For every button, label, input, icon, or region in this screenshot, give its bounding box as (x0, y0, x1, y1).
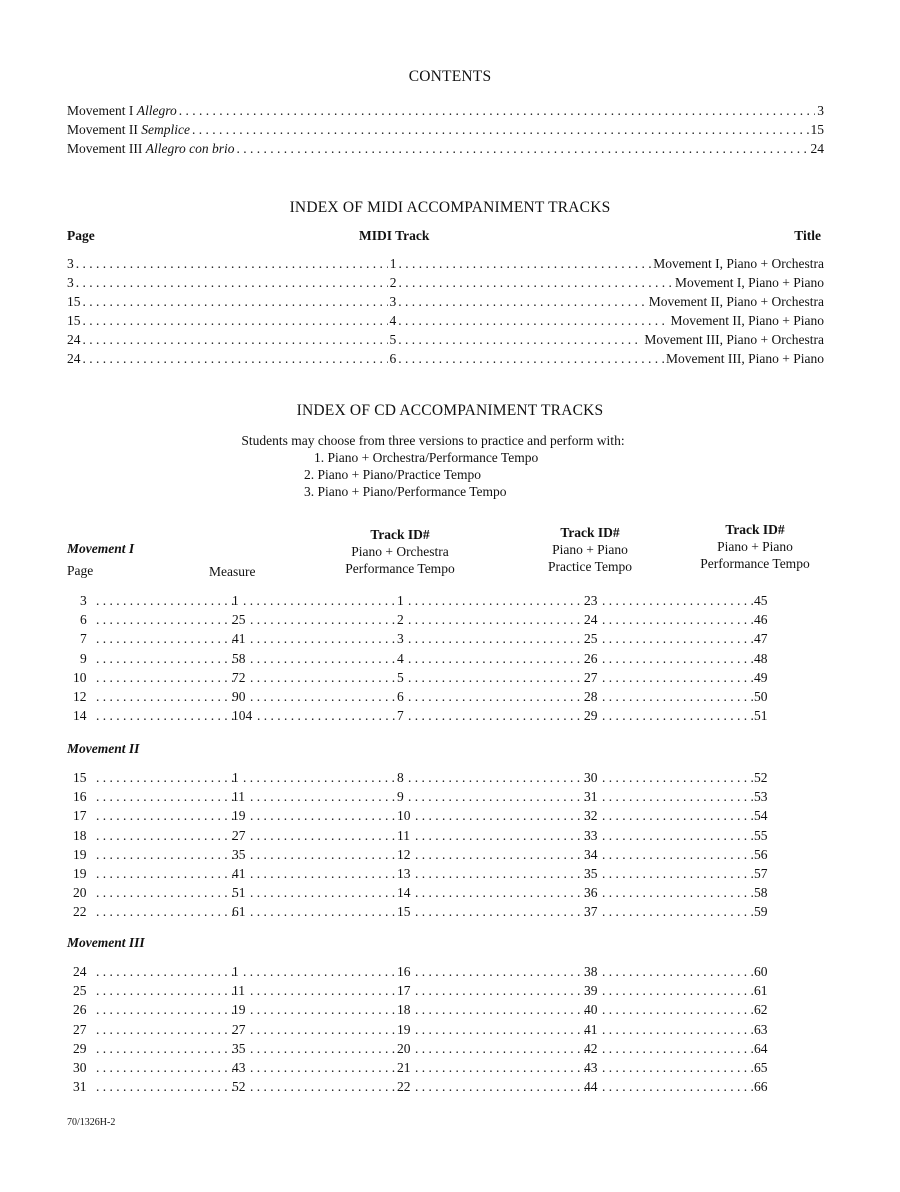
cd-row-measure: 1 (232, 770, 239, 785)
cd-row-track-piano-performance: 49 (754, 670, 768, 685)
midi-track-row (67, 331, 824, 349)
dot-leader (192, 121, 809, 139)
cd-row-track-piano-performance: 54 (754, 808, 768, 823)
cd-row-page: 3 (80, 593, 87, 608)
dot-leader (96, 864, 234, 883)
cd-row-track-piano-practice: 44 (584, 1079, 598, 1094)
dot-leader (257, 706, 399, 725)
contents-title: CONTENTS (408, 68, 492, 85)
cd-row-track-orchestra-performance: 15 (397, 904, 411, 919)
midi-row-track: 1 (389, 256, 397, 271)
cd-track-row (0, 883, 900, 902)
cd-header-line: Performance Tempo (345, 561, 455, 576)
cd-header-track-piano-performance (675, 521, 835, 572)
cd-row-track-piano-performance: 57 (754, 866, 768, 881)
cd-row-track-piano-performance: 63 (754, 1022, 768, 1037)
cd-row-measure: 1 (232, 964, 239, 979)
cd-row-track-piano-practice: 43 (584, 1060, 598, 1075)
dot-leader (250, 806, 399, 825)
dot-leader (250, 902, 399, 921)
dot-leader (415, 981, 586, 1000)
midi-track-row (67, 312, 824, 330)
cd-row-track-piano-practice: 27 (584, 670, 598, 685)
midi-row-page: 24 (67, 332, 81, 347)
dot-leader (602, 1077, 756, 1096)
cd-header-track-piano-practice (510, 524, 670, 575)
dot-leader (96, 706, 234, 725)
contents-entry (67, 121, 824, 139)
cd-header-line: Performance Tempo (700, 556, 810, 571)
cd-row-page: 27 (73, 1022, 87, 1037)
cd-row-page: 30 (73, 1060, 87, 1075)
cd-track-row (0, 768, 900, 787)
dot-leader (96, 1058, 234, 1077)
cd-row-track-orchestra-performance: 6 (397, 689, 404, 704)
dot-leader (415, 826, 586, 845)
cd-row-track-piano-performance: 66 (754, 1079, 768, 1094)
movement-heading: Movement II (67, 741, 140, 756)
cd-row-page: 18 (73, 828, 87, 843)
cd-row-page: 16 (73, 789, 87, 804)
cd-row-track-piano-practice: 32 (584, 808, 598, 823)
dot-leader (96, 787, 234, 806)
dot-leader (96, 668, 234, 687)
dot-leader (96, 845, 234, 864)
dot-leader (602, 687, 756, 706)
midi-header-title: Title (794, 228, 821, 243)
cd-row-measure: 51 (232, 885, 246, 900)
midi-row-title: Movement III, Piano + Piano (666, 351, 824, 366)
cd-row-page: 7 (80, 631, 87, 646)
cd-row-track-orchestra-performance: 12 (397, 847, 411, 862)
dot-leader (83, 312, 388, 330)
cd-row-page: 25 (73, 983, 87, 998)
midi-row-title: Movement I, Piano + Piano (675, 275, 824, 290)
midi-header-page: Page (67, 228, 95, 243)
dot-leader (398, 331, 642, 349)
cd-row-track-piano-practice: 30 (584, 770, 598, 785)
cd-header-line: Piano + Orchestra (351, 544, 449, 559)
cd-row-track-piano-practice: 36 (584, 885, 598, 900)
dot-leader (76, 255, 388, 273)
cd-row-track-piano-performance: 59 (754, 904, 768, 919)
cd-track-row (0, 687, 900, 706)
contents-entry-page: 24 (810, 141, 824, 156)
cd-row-track-piano-practice: 24 (584, 612, 598, 627)
contents-entry (67, 140, 824, 158)
cd-row-page: 19 (73, 847, 87, 862)
cd-row-measure: 11 (232, 789, 245, 804)
cd-row-measure: 27 (232, 828, 246, 843)
cd-track-row (0, 591, 900, 610)
midi-row-title: Movement III, Piano + Orchestra (644, 332, 824, 347)
dot-leader (415, 864, 586, 883)
cd-row-track-piano-practice: 23 (584, 593, 598, 608)
dot-leader (602, 1020, 756, 1039)
cd-row-track-piano-practice: 35 (584, 866, 598, 881)
cd-row-track-orchestra-performance: 21 (397, 1060, 411, 1075)
dot-leader (415, 902, 586, 921)
cd-row-track-orchestra-performance: 20 (397, 1041, 411, 1056)
dot-leader (602, 649, 756, 668)
midi-row-title: Movement II, Piano + Piano (670, 313, 824, 328)
cd-row-track-piano-performance: 55 (754, 828, 768, 843)
cd-header-track-orchestra-performance (320, 526, 480, 577)
cd-row-track-piano-practice: 38 (584, 964, 598, 979)
cd-row-measure: 25 (232, 612, 246, 627)
cd-row-measure: 35 (232, 847, 246, 862)
cd-track-row (0, 806, 900, 825)
cd-row-track-piano-practice: 42 (584, 1041, 598, 1056)
dot-leader (602, 806, 756, 825)
cd-index-title: INDEX OF CD ACCOMPANIMENT TRACKS (296, 402, 604, 419)
cd-row-track-orchestra-performance: 2 (397, 612, 404, 627)
contents-entry-page: 15 (810, 122, 824, 137)
dot-leader (250, 864, 399, 883)
cd-row-track-piano-performance: 58 (754, 885, 768, 900)
dot-leader (399, 274, 674, 292)
dot-leader (250, 610, 399, 629)
midi-row-track: 3 (389, 294, 397, 309)
cd-row-track-orchestra-performance: 17 (397, 983, 411, 998)
cd-row-track-piano-practice: 40 (584, 1002, 598, 1017)
cd-row-measure: 19 (232, 808, 246, 823)
cd-track-row (0, 845, 900, 864)
dot-leader (250, 787, 399, 806)
dot-leader (602, 706, 756, 725)
cd-header-measure: Measure (209, 564, 256, 579)
cd-row-track-orchestra-performance: 3 (397, 631, 404, 646)
cd-track-row (0, 610, 900, 629)
dot-leader (415, 806, 586, 825)
dot-leader (250, 687, 399, 706)
dot-leader (96, 902, 234, 921)
midi-row-title: Movement II, Piano + Orchestra (648, 294, 824, 309)
dot-leader (250, 883, 399, 902)
dot-leader (250, 1058, 399, 1077)
cd-row-track-piano-performance: 51 (754, 708, 768, 723)
midi-row-track: 5 (389, 332, 397, 347)
midi-row-track: 4 (389, 313, 397, 328)
dot-leader (602, 883, 756, 902)
cd-row-page: 17 (73, 808, 87, 823)
cd-row-page: 22 (73, 904, 87, 919)
dot-leader (250, 668, 399, 687)
cd-row-track-orchestra-performance: 8 (397, 770, 404, 785)
dot-leader (602, 610, 756, 629)
cd-row-page: 12 (73, 689, 87, 704)
cd-row-measure: 19 (232, 1002, 246, 1017)
midi-row-page: 15 (67, 313, 81, 328)
midi-index-title: INDEX OF MIDI ACCOMPANIMENT TRACKS (289, 199, 611, 216)
cd-row-measure: 41 (232, 631, 246, 646)
dot-leader (602, 1039, 756, 1058)
cd-row-measure: 43 (232, 1060, 246, 1075)
dot-leader (96, 649, 234, 668)
dot-leader (602, 591, 756, 610)
midi-track-row (67, 255, 824, 273)
contents-entry-tempo: Allegro con brio (145, 141, 235, 156)
cd-row-track-piano-performance: 61 (754, 983, 768, 998)
dot-leader (408, 668, 586, 687)
cd-row-measure: 27 (232, 1022, 246, 1037)
cd-row-track-piano-practice: 28 (584, 689, 598, 704)
dot-leader (96, 981, 234, 1000)
cd-row-page: 31 (73, 1079, 87, 1094)
contents-entry (67, 102, 824, 120)
midi-header-track: MIDI Track (359, 228, 430, 243)
cd-row-track-piano-practice: 34 (584, 847, 598, 862)
dot-leader (96, 591, 234, 610)
dot-leader (250, 1020, 399, 1039)
dot-leader (602, 768, 756, 787)
cd-row-track-orchestra-performance: 13 (397, 866, 411, 881)
dot-leader (602, 1058, 756, 1077)
dot-leader (250, 845, 399, 864)
midi-row-page: 3 (67, 256, 74, 271)
cd-row-measure: 58 (232, 651, 246, 666)
dot-leader (96, 806, 234, 825)
cd-row-track-orchestra-performance: 7 (397, 708, 404, 723)
cd-row-page: 14 (73, 708, 87, 723)
cd-row-track-piano-performance: 47 (754, 631, 768, 646)
cd-row-track-orchestra-performance: 22 (397, 1079, 411, 1094)
cd-row-page: 9 (80, 651, 87, 666)
dot-leader (398, 350, 664, 368)
cd-row-track-orchestra-performance: 1 (397, 593, 404, 608)
dot-leader (250, 826, 399, 845)
midi-row-track: 2 (389, 275, 397, 290)
dot-leader (96, 1039, 234, 1058)
contents-entry-label: Movement II (67, 122, 138, 137)
midi-row-page: 3 (67, 275, 74, 290)
dot-leader (408, 610, 586, 629)
cd-row-track-piano-practice: 41 (584, 1022, 598, 1037)
cd-row-measure: 11 (232, 983, 245, 998)
dot-leader (243, 768, 399, 787)
cd-track-row (0, 962, 900, 981)
cd-row-measure: 52 (232, 1079, 246, 1094)
dot-leader (415, 1058, 586, 1077)
cd-track-row (0, 668, 900, 687)
cd-row-track-piano-practice: 39 (584, 983, 598, 998)
cd-row-track-piano-performance: 64 (754, 1041, 768, 1056)
dot-leader (602, 864, 756, 883)
dot-leader (415, 1039, 586, 1058)
cd-version-item: 3. Piano + Piano/Performance Tempo (304, 484, 507, 499)
cd-track-row (0, 787, 900, 806)
cd-row-track-orchestra-performance: 5 (397, 670, 404, 685)
contents-entry-tempo: Semplice (141, 122, 190, 137)
cd-track-row (0, 706, 900, 725)
dot-leader (179, 102, 816, 120)
dot-leader (408, 629, 586, 648)
dot-leader (398, 312, 668, 330)
dot-leader (602, 629, 756, 648)
dot-leader (96, 962, 234, 981)
dot-leader (399, 255, 652, 273)
cd-row-track-piano-performance: 52 (754, 770, 768, 785)
dot-leader (83, 293, 388, 311)
midi-row-title: Movement I, Piano + Orchestra (653, 256, 824, 271)
cd-track-row (0, 649, 900, 668)
dot-leader (602, 787, 756, 806)
dot-leader (250, 629, 399, 648)
dot-leader (96, 610, 234, 629)
cd-header-line: Piano + Piano (717, 539, 793, 554)
cd-row-page: 29 (73, 1041, 87, 1056)
dot-leader (408, 768, 586, 787)
cd-row-page: 26 (73, 1002, 87, 1017)
dot-leader (83, 331, 388, 349)
dot-leader (602, 902, 756, 921)
cd-row-track-piano-performance: 56 (754, 847, 768, 862)
cd-header-top: Track ID# (560, 525, 620, 540)
cd-row-measure: 35 (232, 1041, 246, 1056)
cd-row-track-piano-performance: 50 (754, 689, 768, 704)
cd-row-track-piano-performance: 53 (754, 789, 768, 804)
dot-leader (96, 883, 234, 902)
cd-row-track-orchestra-performance: 18 (397, 1002, 411, 1017)
midi-row-track: 6 (389, 351, 397, 366)
cd-row-track-piano-performance: 46 (754, 612, 768, 627)
dot-leader (415, 962, 586, 981)
cd-version-item: 2. Piano + Piano/Practice Tempo (304, 467, 482, 482)
dot-leader (602, 962, 756, 981)
dot-leader (96, 687, 234, 706)
dot-leader (250, 1000, 399, 1019)
cd-row-track-orchestra-performance: 10 (397, 808, 411, 823)
cd-row-measure: 104 (232, 708, 253, 723)
cd-track-row (0, 1077, 900, 1096)
dot-leader (243, 962, 399, 981)
dot-leader (415, 1020, 586, 1039)
dot-leader (602, 1000, 756, 1019)
cd-row-page: 15 (73, 770, 87, 785)
cd-row-track-piano-performance: 45 (754, 593, 768, 608)
cd-row-measure: 1 (232, 593, 239, 608)
cd-row-track-piano-practice: 26 (584, 651, 598, 666)
dot-leader (602, 826, 756, 845)
cd-row-track-piano-practice: 37 (584, 904, 598, 919)
dot-leader (602, 981, 756, 1000)
dot-leader (250, 1077, 399, 1096)
dot-leader (96, 768, 234, 787)
cd-track-row (0, 629, 900, 648)
cd-intro-text: Students may choose from three versions to practice and perform with: (241, 433, 625, 448)
contents-entry-label: Movement I (67, 103, 134, 118)
cd-row-track-piano-performance: 62 (754, 1002, 768, 1017)
cd-header-top: Track ID# (370, 527, 430, 542)
cd-row-page: 19 (73, 866, 87, 881)
dot-leader (236, 140, 808, 158)
cd-track-row (0, 864, 900, 883)
dot-leader (96, 1077, 234, 1096)
dot-leader (602, 845, 756, 864)
cd-row-measure: 61 (232, 904, 246, 919)
cd-track-row (0, 981, 900, 1000)
midi-track-row (67, 274, 824, 292)
dot-leader (415, 1000, 586, 1019)
dot-leader (96, 629, 234, 648)
cd-version-item: 1. Piano + Orchestra/Performance Tempo (314, 450, 539, 465)
movement-heading: Movement I (67, 541, 135, 556)
cd-row-measure: 72 (232, 670, 246, 685)
cd-row-page: 6 (80, 612, 87, 627)
cd-header-line: Practice Tempo (548, 559, 632, 574)
cd-row-track-piano-performance: 60 (754, 964, 768, 979)
dot-leader (250, 649, 399, 668)
dot-leader (96, 1020, 234, 1039)
cd-row-track-orchestra-performance: 16 (397, 964, 411, 979)
movement-heading: Movement III (67, 935, 145, 950)
contents-entry-page: 3 (817, 103, 824, 118)
dot-leader (83, 350, 388, 368)
cd-row-page: 20 (73, 885, 87, 900)
dot-leader (243, 591, 399, 610)
cd-row-track-piano-performance: 65 (754, 1060, 768, 1075)
dot-leader (602, 668, 756, 687)
cd-row-track-orchestra-performance: 11 (397, 828, 410, 843)
cd-row-track-piano-practice: 31 (584, 789, 598, 804)
cd-row-page: 24 (73, 964, 87, 979)
contents-entry-tempo: Allegro (136, 103, 177, 118)
midi-track-row (67, 293, 824, 311)
cd-row-track-piano-practice: 29 (584, 708, 598, 723)
dot-leader (408, 591, 586, 610)
dot-leader (408, 787, 586, 806)
cd-header-page: Page (67, 563, 94, 578)
dot-leader (415, 1077, 586, 1096)
cd-track-row (0, 1058, 900, 1077)
cd-row-measure: 90 (232, 689, 246, 704)
cd-header-line: Piano + Piano (552, 542, 628, 557)
cd-row-track-piano-practice: 33 (584, 828, 598, 843)
contents-entry-label: Movement III (67, 141, 143, 156)
cd-row-track-orchestra-performance: 19 (397, 1022, 411, 1037)
midi-row-page: 24 (67, 351, 81, 366)
cd-header-top: Track ID# (725, 522, 785, 537)
dot-leader (408, 649, 586, 668)
cd-track-row (0, 826, 900, 845)
dot-leader (415, 845, 586, 864)
cd-track-row (0, 1020, 900, 1039)
dot-leader (76, 274, 388, 292)
midi-track-row (67, 350, 824, 368)
catalog-number: 70/1326H-2 (67, 1117, 116, 1128)
cd-row-track-piano-practice: 25 (584, 631, 598, 646)
cd-row-track-piano-performance: 48 (754, 651, 768, 666)
cd-track-row (0, 902, 900, 921)
cd-track-row (0, 1000, 900, 1019)
cd-row-track-orchestra-performance: 9 (397, 789, 404, 804)
dot-leader (96, 826, 234, 845)
dot-leader (250, 981, 399, 1000)
dot-leader (96, 1000, 234, 1019)
dot-leader (398, 293, 647, 311)
dot-leader (408, 687, 586, 706)
dot-leader (408, 706, 586, 725)
cd-row-measure: 41 (232, 866, 246, 881)
cd-track-row (0, 1039, 900, 1058)
cd-row-page: 10 (73, 670, 87, 685)
dot-leader (250, 1039, 399, 1058)
cd-row-track-orchestra-performance: 14 (397, 885, 411, 900)
dot-leader (415, 883, 586, 902)
midi-row-page: 15 (67, 294, 81, 309)
cd-row-track-orchestra-performance: 4 (397, 651, 404, 666)
